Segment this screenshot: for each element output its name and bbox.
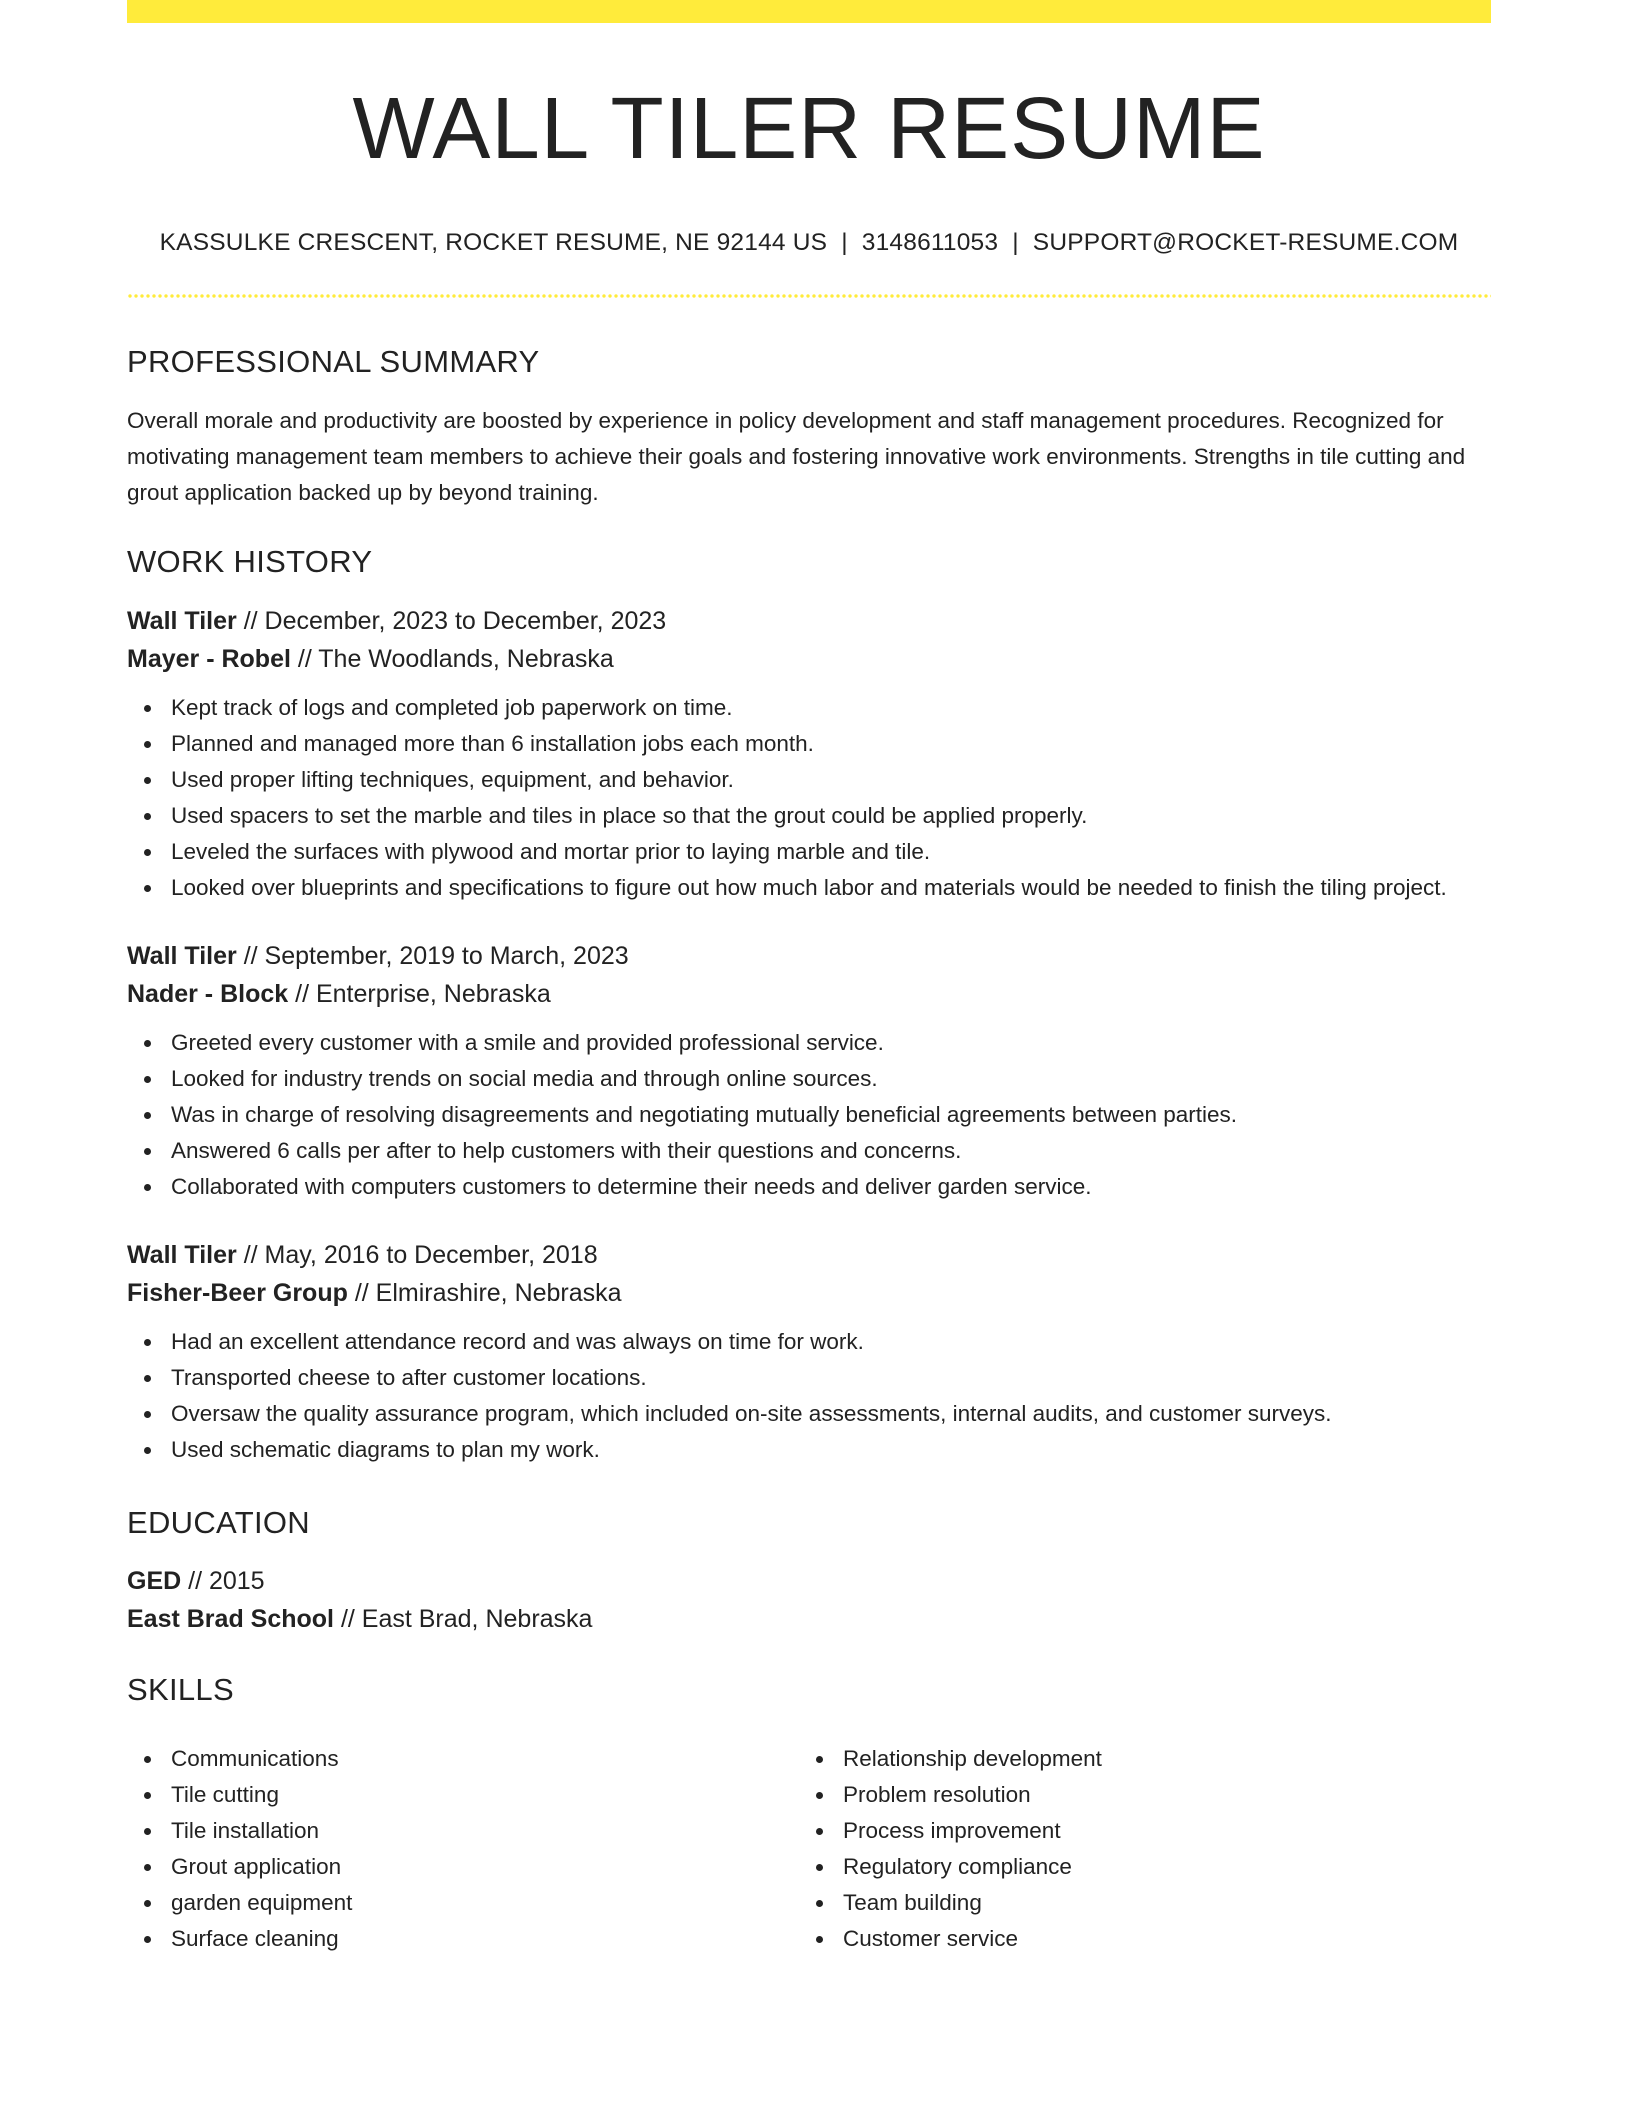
skill-item: Process improvement — [799, 1813, 1471, 1849]
job-bullets — [127, 1025, 1491, 1205]
education-year: // 2015 — [181, 1566, 265, 1595]
job-dates: // September, 2019 to March, 2023 — [236, 941, 629, 970]
contact-separator: | — [1012, 229, 1019, 256]
skill-item: Team building — [799, 1885, 1471, 1921]
skill-item: Tile cutting — [127, 1777, 799, 1813]
skills-column-right — [799, 1741, 1471, 1957]
job-company: Nader - Block — [127, 979, 289, 1008]
resume-title: WALL TILER RESUME — [352, 80, 1266, 177]
job-company-line — [127, 640, 1491, 678]
job-bullet-item: Collaborated with computers customers to determine their needs and deliver garden service. — [127, 1169, 1491, 1205]
job-bullets — [127, 690, 1491, 906]
education-school: East Brad School — [127, 1604, 334, 1633]
resume-page — [127, 0, 1491, 1957]
skill-item: Regulatory compliance — [799, 1849, 1471, 1885]
job-location: // Elmirashire, Nebraska — [347, 1278, 622, 1307]
job-company: Mayer - Robel — [127, 644, 291, 673]
job-bullet-item: Used schematic diagrams to plan my work. — [127, 1432, 1491, 1468]
job-bullet-item: Looked over blueprints and specifications to figure out how much labor and materials would be needed to finish the tiling project. — [127, 870, 1491, 906]
job-title-line — [127, 937, 1491, 975]
job-entry — [127, 602, 1491, 906]
contact-line — [127, 228, 1491, 257]
skill-item: Customer service — [799, 1921, 1471, 1957]
skill-item: Surface cleaning — [127, 1921, 799, 1957]
job-company-line — [127, 1274, 1491, 1312]
education-entry — [127, 1562, 1491, 1638]
job-company-line — [127, 975, 1491, 1013]
dotted-divider — [127, 294, 1491, 298]
job-entry — [127, 937, 1491, 1205]
job-bullet-item: Leveled the surfaces with plywood and mortar prior to laying marble and tile. — [127, 834, 1491, 870]
education-location: // East Brad, Nebraska — [334, 1604, 593, 1633]
job-bullets — [127, 1324, 1491, 1468]
job-bullet-item: Answered 6 calls per after to help customers with their questions and concerns. — [127, 1133, 1491, 1169]
skills-heading: SKILLS — [127, 1671, 234, 1707]
job-dates: // December, 2023 to December, 2023 — [236, 606, 667, 635]
skills-column-left — [127, 1741, 799, 1957]
summary-text: Overall morale and productivity are boosted by experience in policy development and staff management procedures. Recognized for motivating management team members to achieve their goals and fostering innovative work environments. Strengths in tile cutting and grout application backed up by beyond training. — [127, 407, 1466, 505]
skill-item: garden equipment — [127, 1885, 799, 1921]
job-title: Wall Tiler — [127, 606, 237, 635]
skill-item: Tile installation — [127, 1813, 799, 1849]
job-bullet-item: Kept track of logs and completed job paperwork on time. — [127, 690, 1491, 726]
skill-item: Grout application — [127, 1849, 799, 1885]
job-title: Wall Tiler — [127, 941, 237, 970]
education-heading: EDUCATION — [127, 1504, 310, 1540]
job-bullet-item: Had an excellent attendance record and was always on time for work. — [127, 1324, 1491, 1360]
job-company: Fisher-Beer Group — [127, 1278, 348, 1307]
job-title-line — [127, 1236, 1491, 1274]
contact-address: KASSULKE CRESCENT, ROCKET RESUME, NE 92144 US — [159, 229, 828, 256]
work-history-list — [127, 602, 1491, 1468]
contact-email: SUPPORT@ROCKET-RESUME.COM — [1032, 229, 1459, 256]
job-bullet-item: Transported cheese to after customer locations. — [127, 1360, 1491, 1396]
skill-item: Relationship development — [799, 1741, 1471, 1777]
skill-item: Problem resolution — [799, 1777, 1471, 1813]
job-title-line — [127, 602, 1491, 640]
skill-item: Communications — [127, 1741, 799, 1777]
skills-grid — [127, 1729, 1491, 1957]
summary-heading: PROFESSIONAL SUMMARY — [127, 344, 540, 380]
job-bullet-item: Oversaw the quality assurance program, which included on-site assessments, internal audits, and customer surveys. — [127, 1396, 1491, 1432]
contact-separator: | — [841, 229, 848, 256]
job-title: Wall Tiler — [127, 1240, 237, 1269]
contact-phone: 3148611053 — [861, 229, 999, 256]
job-entry — [127, 1236, 1491, 1468]
work-history-heading: WORK HISTORY — [127, 543, 373, 579]
education-school-line — [127, 1600, 1491, 1638]
job-bullet-item: Looked for industry trends on social media and through online sources. — [127, 1061, 1491, 1097]
job-bullet-item: Greeted every customer with a smile and provided professional service. — [127, 1025, 1491, 1061]
education-degree-line — [127, 1562, 1491, 1600]
job-bullet-item: Was in charge of resolving disagreements and negotiating mutually beneficial agreements between parties. — [127, 1097, 1491, 1133]
job-location: // Enterprise, Nebraska — [288, 979, 551, 1008]
job-bullet-item: Planned and managed more than 6 installation jobs each month. — [127, 726, 1491, 762]
job-dates: // May, 2016 to December, 2018 — [236, 1240, 598, 1269]
accent-top-bar — [127, 0, 1491, 23]
job-bullet-item: Used proper lifting techniques, equipment, and behavior. — [127, 762, 1491, 798]
job-bullet-item: Used spacers to set the marble and tiles in place so that the grout could be applied properly. — [127, 798, 1491, 834]
education-degree: GED — [127, 1566, 182, 1595]
job-location: // The Woodlands, Nebraska — [290, 644, 614, 673]
